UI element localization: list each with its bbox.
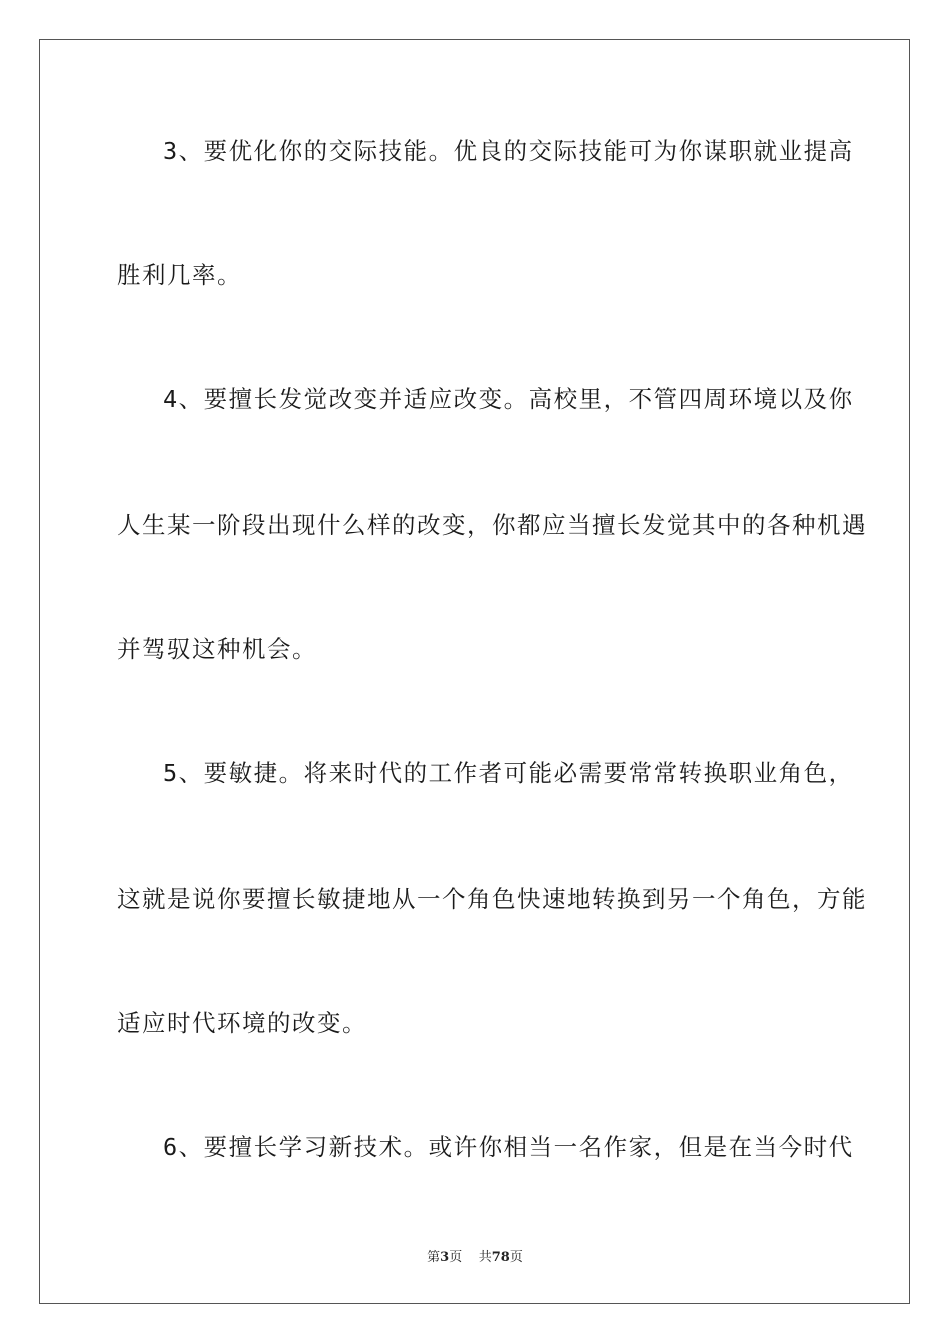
footer-total-prefix: 共 bbox=[478, 1250, 492, 1265]
paragraph-4-line-1: 4、要擅长发觉改变并适应改变。高校里，不管四周环境以及你 bbox=[163, 385, 854, 413]
footer-page-suffix: 页 bbox=[449, 1250, 463, 1265]
footer-page-prefix: 第 bbox=[427, 1250, 441, 1265]
paragraph-3-line-1: 3、要优化你的交际技能。优良的交际技能可为你谋职就业提高 bbox=[163, 137, 854, 165]
paragraph-6-line-1: 6、要擅长学习新技术。或许你相当一名作家，但是在当今时代 bbox=[163, 1133, 854, 1161]
page-frame bbox=[39, 39, 910, 1304]
footer-total-suffix: 页 bbox=[509, 1250, 523, 1265]
footer-total-number: 78 bbox=[491, 1250, 510, 1265]
paragraph-3-line-2: 胜利几率。 bbox=[117, 261, 242, 289]
paragraph-5-line-1: 5、要敏捷。将来时代的工作者可能必需要常常转换职业角色， bbox=[163, 759, 854, 787]
paragraph-4-line-3: 并驾驭这种机会。 bbox=[117, 635, 317, 663]
paragraph-5-line-2: 这就是说你要擅长敏捷地从一个角色快速地转换到另一个角色，方能 bbox=[117, 885, 867, 913]
page-footer bbox=[0, 1246, 950, 1265]
footer-page-number: 3 bbox=[440, 1250, 450, 1265]
paragraph-5-line-3: 适应时代环境的改变。 bbox=[117, 1009, 367, 1037]
paragraph-4-line-2: 人生某一阶段出现什么样的改变，你都应当擅长发觉其中的各种机遇 bbox=[117, 511, 867, 539]
